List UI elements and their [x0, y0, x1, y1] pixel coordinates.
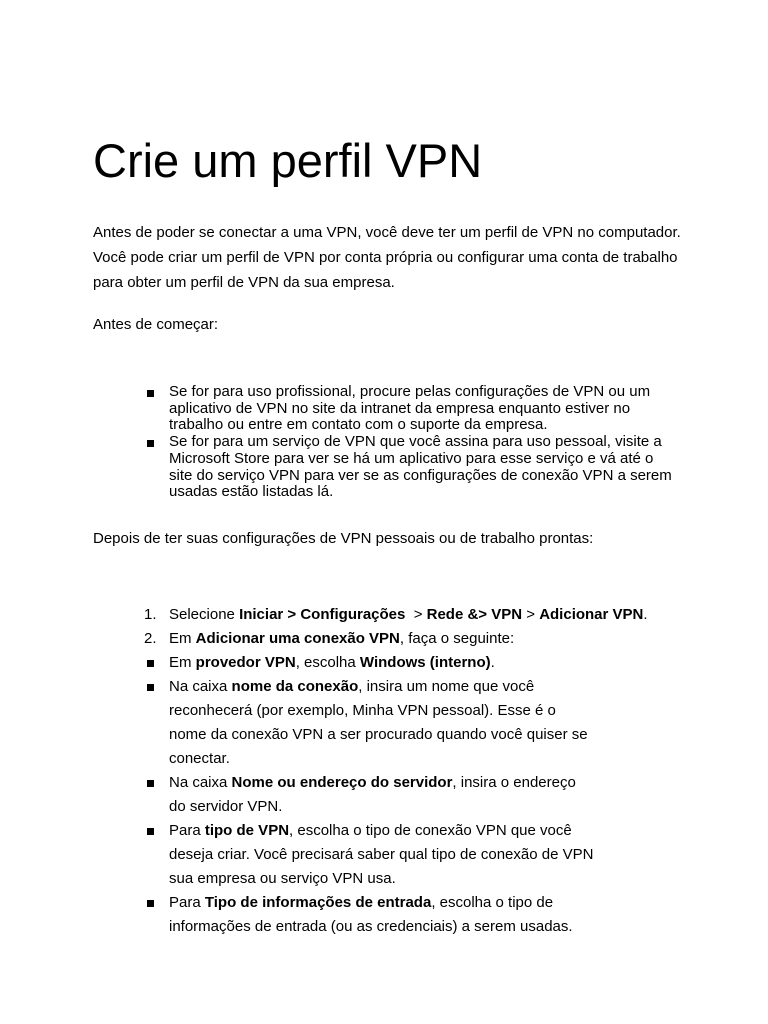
list-item-bold: Nome ou endereço do servidor: [231, 774, 453, 791]
square-bullet-icon: [147, 440, 154, 447]
list-item-text: Na caixa: [169, 678, 232, 695]
list-item-text: Na caixa: [169, 774, 232, 791]
before-start-text: Antes de começar:: [93, 316, 219, 333]
step-separator: >: [405, 606, 427, 623]
step-number: 1.: [144, 606, 157, 623]
step-text: Em: [169, 630, 196, 647]
list-item-text: .: [490, 654, 495, 671]
list-item-text: Se for para um serviço de VPN que você assina para uso pessoal, visite a Microsoft Store para ver se há um aplicativo para esse serviço e vá até o site do serviço VPN para ver se as configurações de conexão VPN a serem usadas estão listadas lá.: [169, 433, 672, 501]
square-bullet-icon: [147, 900, 154, 907]
square-bullet-icon: [147, 660, 154, 667]
list-item-text: Se for para uso profissional, procure pelas configurações de VPN ou um aplicativo de VPN no site da intranet da empresa enquanto estiver no trabalho ou entre em contato com o suporte da empresa.: [169, 383, 651, 434]
list-item-text: , insira o endereço do servidor VPN.: [169, 774, 576, 815]
list-item-bold: nome da conexão: [231, 678, 359, 695]
square-bullet-icon: [147, 684, 154, 691]
step-separator: >: [522, 606, 540, 623]
list-item-text: Para: [169, 822, 205, 839]
substeps-list: [169, 651, 594, 939]
list-item: [169, 434, 679, 501]
page-title: Crie um perfil VPN: [93, 134, 483, 187]
list-item: [169, 651, 594, 675]
list-item-text: , escolha o tipo de informações de entrada (ou as credenciais) a serem usadas.: [169, 894, 573, 935]
step-text: , faça o seguinte:: [399, 630, 515, 647]
list-item-text: , escolha: [295, 654, 360, 671]
list-item-text: , insira um nome que você reconhecerá (por exemplo, Minha VPN pessoal). Esse é o nome da conexão VPN a ser procurado quando você quiser se conectar.: [169, 678, 588, 767]
step-text: .: [643, 606, 648, 623]
list-item-text: Em: [169, 654, 196, 671]
list-item-bold: tipo de VPN: [204, 822, 290, 839]
step-menu-path: Rede &> VPN: [426, 606, 523, 623]
steps-list: [144, 603, 689, 939]
list-item: [169, 891, 594, 939]
list-item-bold: provedor VPN: [195, 654, 296, 671]
list-item: [169, 819, 594, 891]
step-text: Selecione: [169, 606, 240, 623]
step-item: [144, 603, 689, 627]
square-bullet-icon: [147, 828, 154, 835]
after-settings-text: Depois de ter suas configurações de VPN pessoais ou de trabalho prontas:: [93, 530, 594, 547]
square-bullet-icon: [147, 780, 154, 787]
step-menu-path: Iniciar > Configurações: [239, 606, 406, 623]
step-number: 2.: [144, 630, 157, 647]
list-item-text: , escolha o tipo de conexão VPN que você deseja criar. Você precisará saber qual tipo de conexão de VPN sua empresa ou serviço VPN usa.: [169, 822, 594, 887]
step-menu-path: Adicionar VPN: [539, 606, 644, 623]
list-item: [169, 384, 679, 434]
prerequisites-list: [169, 384, 679, 501]
list-item: [169, 675, 594, 771]
list-item: [169, 771, 594, 819]
step-item: [144, 627, 689, 939]
list-item-text: Para: [169, 894, 205, 911]
intro-paragraph: Antes de poder se conectar a uma VPN, você deve ter um perfil de VPN no computador. Você pode criar um perfil de VPN por conta própria ou configurar uma conta de trabalho para obter um perfil de VPN da sua empresa.: [93, 224, 681, 291]
square-bullet-icon: [147, 390, 154, 397]
list-item-bold: Tipo de informações de entrada: [204, 894, 432, 911]
step-menu-path: Adicionar uma conexão VPN: [195, 630, 400, 647]
list-item-bold: Windows (interno): [359, 654, 491, 671]
